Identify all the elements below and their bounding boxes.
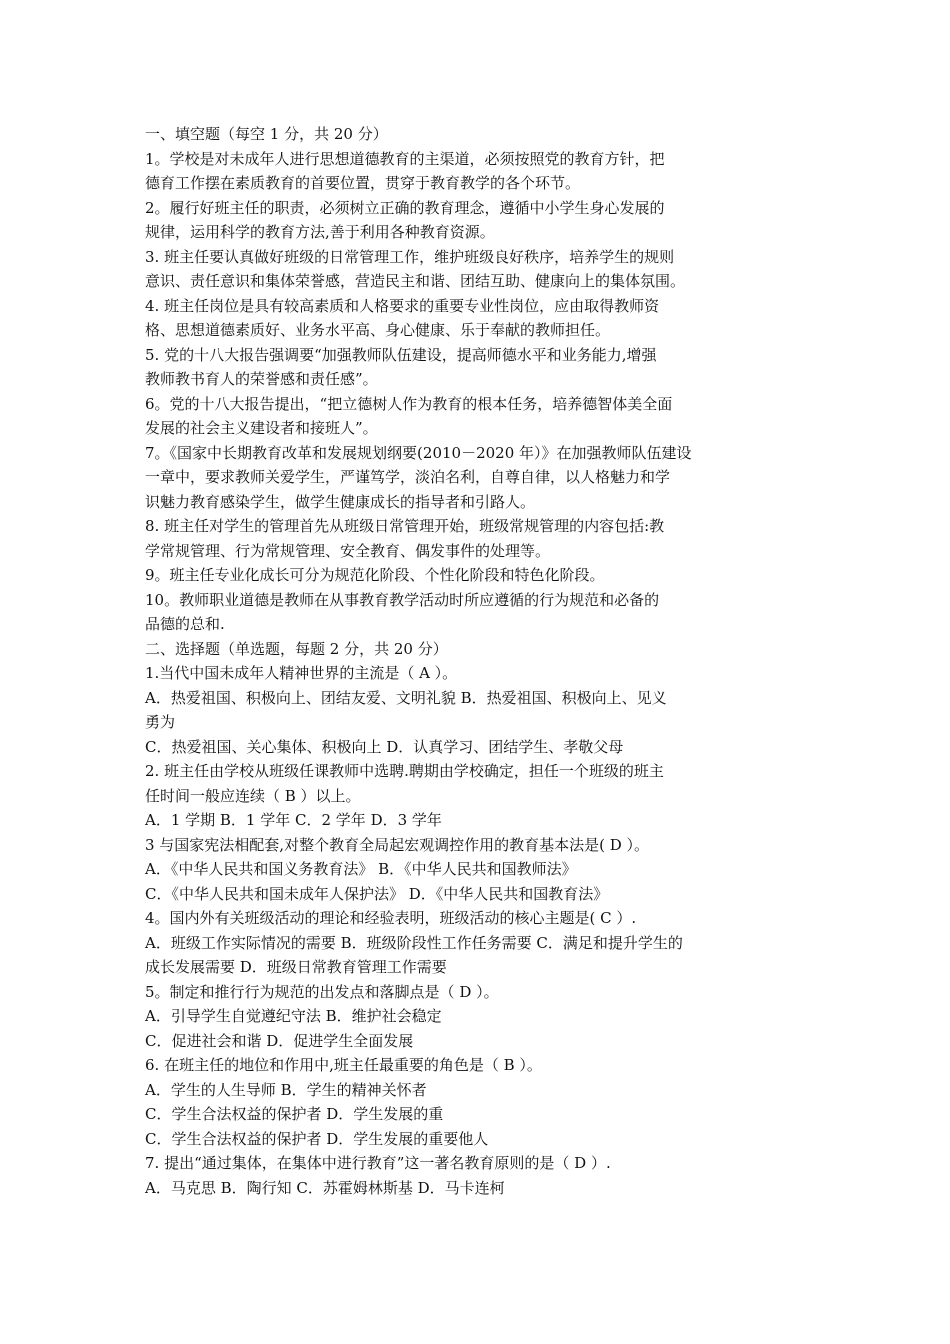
text-line: 10。教师职业道德是教师在从事教育教学活动时所应遵循的行为规范和必备的 — [145, 590, 660, 609]
text-line: 2. 班主任由学校从班级任课教师中选聘.聘期由学校确定，担任一个班级的班主 — [145, 762, 664, 780]
text-line: 识魅力教育感染学生，做学生健康成长的指导者和引路人。 — [145, 492, 536, 511]
text-line: 德育工作摆在素质教育的首要位置，贯穿于教育教学的各个环节。 — [145, 174, 581, 192]
text-line: C．学生合法权益的保护者 D．学生发展的重 — [145, 1105, 444, 1123]
text-line: 成长发展需要 D．班级日常教育管理工作需要 — [145, 958, 447, 976]
text-line: 5. 党的十八大报告强调要“加强教师队伍建设，提高师德水平和业务能力,增强 — [145, 345, 657, 364]
text-line: C．促进社会和谐 D．促进学生全面发展 — [145, 1031, 414, 1050]
text-line: 品德的总和. — [145, 615, 225, 633]
text-line: 格、思想道德素质好、业务水平高、身心健康、乐于奉献的教师担任。 — [145, 321, 611, 339]
text-line: 学常规管理、行为常规管理、安全教育、偶发事件的处理等。 — [145, 541, 551, 560]
text-line: 意识、责任意识和集体荣誉感，营造民主和谐、团结互助、健康向上的集体氛围。 — [145, 272, 686, 290]
text-line: 4。国内外有关班级活动的理论和经验表明，班级活动的核心主题是( C ）. — [145, 909, 637, 927]
text-line: 1.当代中国未成年人精神世界的主流是（ A ）。 — [145, 664, 458, 682]
text-line: 9。班主任专业化成长可分为规范化阶段、个性化阶段和特色化阶段。 — [145, 566, 605, 584]
text-line: 一、填空题（每空 1 分，共 20 分） — [145, 125, 388, 143]
text-line: A．《中华人民共和国义务教育法》 B．《中华人民共和国教师法》 — [145, 860, 577, 878]
text-line: 6. 在班主任的地位和作用中,班主任最重要的角色是（ B ）。 — [145, 1056, 542, 1074]
text-line: C．热爱祖国、关心集体、积极向上 D．认真学习、团结学生、孝敬父母 — [145, 737, 624, 756]
text-line: 教师教书育人的荣誉感和责任感”。 — [145, 370, 378, 388]
text-line: 5。制定和推行行为规范的出发点和落脚点是（ D ）。 — [145, 982, 499, 1001]
text-line: 3. 班主任要认真做好班级的日常管理工作，维护班级良好秩序，培养学生的规则 — [145, 247, 675, 266]
text-line: A．引导学生自觉遵纪守法 B．维护社会稳定 — [145, 1007, 442, 1025]
text-line: 6。党的十八大报告提出，“把立德树人作为教育的根本任务，培养德智体美全面 — [145, 394, 673, 413]
text-line: A．学生的人生导师 B．学生的精神关怀者 — [145, 1080, 427, 1099]
text-line: 2。履行好班主任的职责，必须树立正确的教育理念，遵循中小学生身心发展的 — [145, 198, 665, 217]
text-line: 1。学校是对未成年人进行思想道德教育的主渠道，必须按照党的教育方针，把 — [145, 149, 665, 168]
text-line: 二、选择题（单选题，每题 2 分，共 20 分） — [145, 639, 448, 658]
text-line: 任时间一般应连续（ B ）以上。 — [145, 786, 361, 805]
text-line: C．学生合法权益的保护者 D．学生发展的重要他人 — [145, 1129, 489, 1148]
document-body — [145, 122, 765, 1200]
text-line: 7。《国家中长期教育改革和发展规划纲要(2010－2020 年）》在加强教师队伍建设 — [145, 443, 692, 462]
text-line: 3 与国家宪法相配套,对整个教育全局起宏观调控作用的教育基本法是( D ）。 — [145, 835, 649, 854]
text-line: A．1 学期 B．1 学年 C．2 学年 D．3 学年 — [145, 811, 442, 829]
text-line: 4. 班主任岗位是具有较高素质和人格要求的重要专业性岗位，应由取得教师资 — [145, 296, 660, 315]
text-line: 一章中，要求教师关爱学生，严谨笃学，淡泊名利，自尊自律，以人格魅力和学 — [145, 468, 671, 486]
text-line: 7. 提出“通过集体，在集体中进行教育”这一著名教育原则的是（ D ）. — [145, 1154, 611, 1172]
text-line: 规律，运用科学的教育方法,善于利用各种教育资源。 — [145, 223, 495, 241]
text-line: A．热爱祖国、积极向上、团结友爱、文明礼貌 B．热爱祖国、积极向上、见义 — [145, 688, 667, 707]
text-line: C．《中华人民共和国未成年人保护法》 D．《中华人民共和国教育法》 — [145, 884, 609, 903]
text-line: A．班级工作实际情况的需要 B．班级阶段性工作任务需要 C．满足和提升学生的 — [145, 933, 683, 952]
text-line: 8. 班主任对学生的管理首先从班级日常管理开始，班级常规管理的内容包括:教 — [145, 517, 665, 535]
text-line: 勇为 — [145, 713, 176, 731]
text-line: A．马克思 B．陶行知 C．苏霍姆林斯基 D．马卡连柯 — [145, 1178, 505, 1197]
text-line: 发展的社会主义建设者和接班人”。 — [145, 419, 378, 437]
